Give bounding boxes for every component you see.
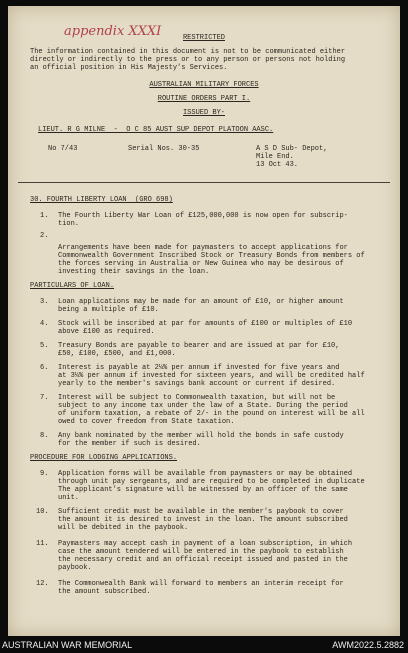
order-number: No 7/43	[48, 145, 78, 153]
para-line: Commonwealth Government Inscribed Stock or Treasury Bonds from members of	[58, 252, 365, 260]
para-line: The Commonwealth Bank will forward to members an interim receipt for	[58, 580, 344, 588]
place-line: A S D Sub- Depot,	[256, 145, 328, 153]
para-number: 11.	[36, 540, 49, 548]
order-date: 13 Oct 43.	[256, 161, 299, 169]
subheading: PARTICULARS OF LOAN.	[30, 282, 115, 290]
para-line: Stock will be inscribed at par for amounts of £100 or multiples of £10	[58, 320, 353, 328]
para-line: the forces serving in Australia or New Guinea who may be desirous of	[58, 260, 344, 268]
para-number: 4.	[40, 320, 49, 328]
para-line: Treasury Bonds are payable to bearer and are issued at par for £10,	[58, 342, 340, 350]
para-number: 8.	[40, 432, 49, 440]
para-line: owed to cover freedom from State taxation.	[58, 418, 235, 426]
para-line: case the amount tendered will be entered in the paybook to establish	[58, 548, 344, 556]
para-line: at 3¼% per annum if invested for sixteen years, and will be credited half	[58, 372, 365, 380]
issued-by-label: ISSUED BY-	[182, 109, 225, 117]
place-line: Mile End.	[256, 153, 294, 161]
archive-footer	[0, 638, 408, 653]
notice-line: The information contained in this document is not to be communicated either	[30, 48, 346, 56]
section-heading: 30. FOURTH LIBERTY LOAN (GRO 698)	[30, 196, 173, 204]
para-number: 7.	[40, 394, 49, 402]
archive-reference: AWM2022.5.2882	[332, 640, 404, 650]
subheading: PROCEDURE FOR LODGING APPLICATIONS.	[30, 454, 178, 462]
para-line: £50, £100, £500, and £1,000.	[58, 350, 176, 358]
para-line: the necessary credit and an official receipt issued and pasted in the	[58, 556, 348, 564]
para-number: 3.	[40, 298, 49, 306]
para-number: 12.	[36, 580, 49, 588]
para-line: investing their savings in the loan.	[58, 268, 210, 276]
para-line: paybook.	[58, 564, 92, 572]
para-line: Sufficient credit must be available in the member's paybook to cover	[58, 508, 344, 516]
document-page	[8, 6, 400, 636]
para-line: Arrangements have been made for paymasters to accept applications for	[58, 244, 348, 252]
para-line: Interest will be subject to Commonwealth taxation, but will not be	[58, 394, 336, 402]
para-line: above £100 as required.	[58, 328, 155, 336]
para-line: will be debited in the paybook.	[58, 524, 189, 532]
notice-line: an official position in His Majesty's Services.	[30, 64, 228, 72]
para-line: the amount subscribed.	[58, 588, 151, 596]
para-number: 5.	[40, 342, 49, 350]
orders-title: ROUTINE ORDERS PART I.	[157, 95, 251, 103]
para-line: unit.	[58, 494, 80, 502]
para-line: being a multiple of £10.	[58, 306, 159, 314]
para-number: 10.	[36, 508, 49, 516]
handwritten-annotation: appendix XXXI	[64, 24, 162, 39]
divider	[18, 182, 390, 183]
archive-name: AUSTRALIAN WAR MEMORIAL	[2, 640, 133, 650]
para-line: Loan applications may be made for an amount of £10, or higher amount	[58, 298, 344, 306]
para-line: yearly to the member's savings bank account or current if desired.	[58, 380, 336, 388]
issuer-line: LIEUT. R G MILNE - O C 85 AUST SUP DEPOT PLATOON AASC.	[38, 126, 274, 134]
para-line: of uniform taxation, a rebate of 2/- in the pound on interest will be all	[58, 410, 365, 418]
para-line: through unit pay sergeants, and are required to be completed in duplicate	[58, 478, 365, 486]
serial-numbers: Serial Nos. 30-35	[128, 145, 200, 153]
para-line: Application forms will be available from paymasters or may be obtained	[58, 470, 353, 478]
para-line: subject to any income tax under the law of a State. During the period	[58, 402, 348, 410]
para-line: the amount it is desired to invest in the loan. The amount subscribed	[58, 516, 348, 524]
para-number: 2.	[40, 232, 49, 240]
para-line: The applicant's signature will be witnessed by an officer of the same	[58, 486, 348, 494]
para-line: Any bank nominated by the member will hold the bonds in safe custody	[58, 432, 344, 440]
para-line: for the member if such is desired.	[58, 440, 201, 448]
para-number: 1.	[40, 212, 49, 220]
force-title: AUSTRALIAN MILITARY FORCES	[149, 81, 259, 89]
para-line: The Fourth Liberty War Loan of £125,000,000 is now open for subscrip-	[58, 212, 348, 220]
notice-line: directly or indirectly to the press or to any person or persons not holding	[30, 56, 346, 64]
para-line: tion.	[58, 220, 80, 228]
para-line: Interest is payable at 2¼% per annum if invested for five years and	[58, 364, 340, 372]
para-line: Paymasters may accept cash in payment of a loan subscription, in which	[58, 540, 353, 548]
restricted-label: RESTRICTED	[182, 34, 225, 42]
para-number: 9.	[40, 470, 49, 478]
para-number: 6.	[40, 364, 49, 372]
